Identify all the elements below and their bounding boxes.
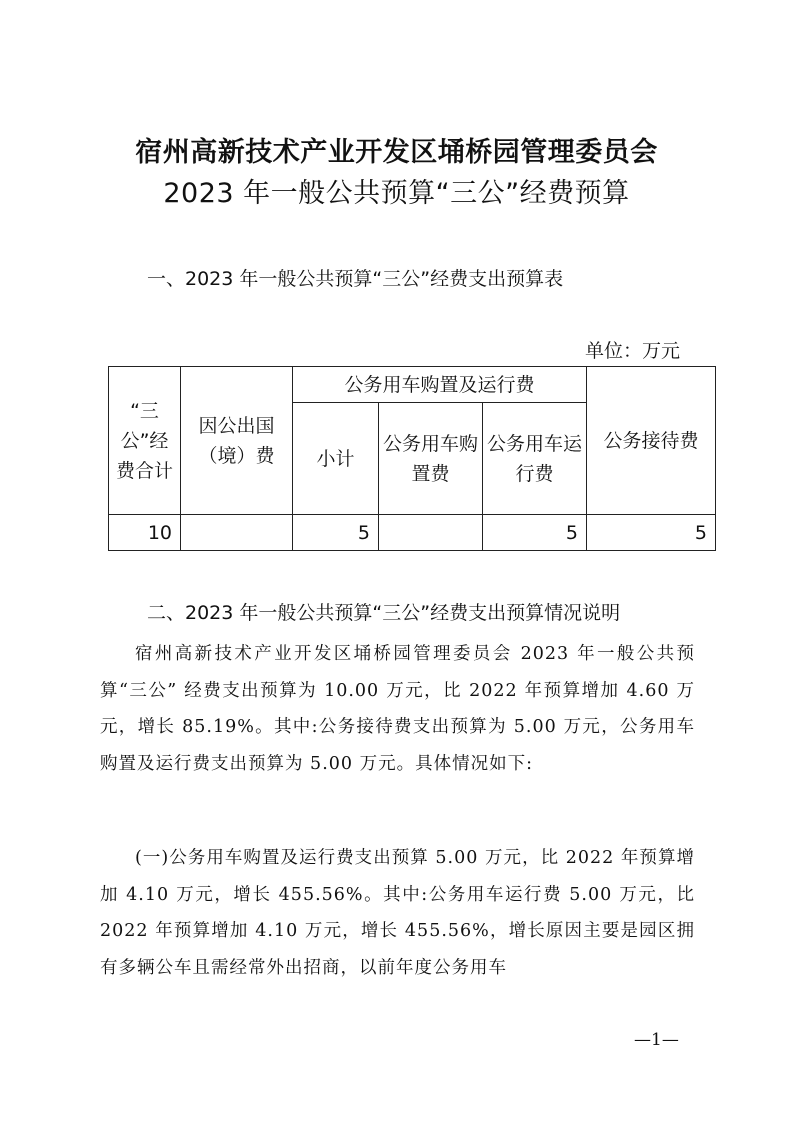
- cell-reception: 5: [587, 515, 716, 551]
- table-header-row: [109, 367, 716, 403]
- unit-label: 单位：万元: [585, 340, 681, 362]
- cell-vehicle-purchase: [379, 515, 483, 551]
- header-vehicle-purchase: 公务用车购置费: [379, 403, 483, 515]
- cell-subtotal: 5: [293, 515, 379, 551]
- cell-abroad: [181, 515, 293, 551]
- document-title-line2: 2023 年一般公共预算“三公”经费预算: [163, 178, 630, 209]
- explanation-paragraph-1: 宿州高新技术产业开发区埇桥园管理委员会 2023 年一般公共预算“三公” 经费支出预算为 10.00 万元，比 2022 年预算增加 4.60 万元，增长 85.19%。其中:公务接待费支出预算为 5.00 万元，公务用车购置及运行费支出预算为 5.00 万元。具体情况如下:: [100, 644, 695, 774]
- cell-vehicle-operation: 5: [483, 515, 587, 551]
- header-total: “三公”经费合计: [109, 367, 181, 515]
- header-vehicle-operation: 公务用车运行费: [483, 403, 587, 515]
- document-title-line1: 宿州高新技术产业开发区埇桥园管理委员会: [135, 137, 658, 168]
- budget-table: [108, 366, 716, 551]
- cell-total: 10: [109, 515, 181, 551]
- header-abroad: 因公出国（境）费: [181, 367, 293, 515]
- header-vehicle-group: 公务用车购置及运行费: [293, 367, 587, 403]
- section2-heading: 二、2023 年一般公共预算“三公”经费支出预算情况说明: [147, 602, 621, 624]
- header-subtotal: 小计: [293, 403, 379, 515]
- header-reception: 公务接待费: [587, 367, 716, 515]
- page-number: —1—: [634, 1030, 679, 1050]
- table-row: [109, 515, 716, 551]
- explanation-paragraph-2: (一)公务用车购置及运行费支出预算 5.00 万元，比 2022 年预算增加 4.10 万元，增长 455.56%。其中:公务用车运行费 5.00 万元，比 2022 年预算增加 4.10 万元，增长 455.56%，增长原因主要是园区拥有多辆公车且需经常外出招商，以前年度公务用车: [100, 848, 695, 978]
- section1-heading: 一、2023 年一般公共预算“三公”经费支出预算表: [147, 268, 564, 290]
